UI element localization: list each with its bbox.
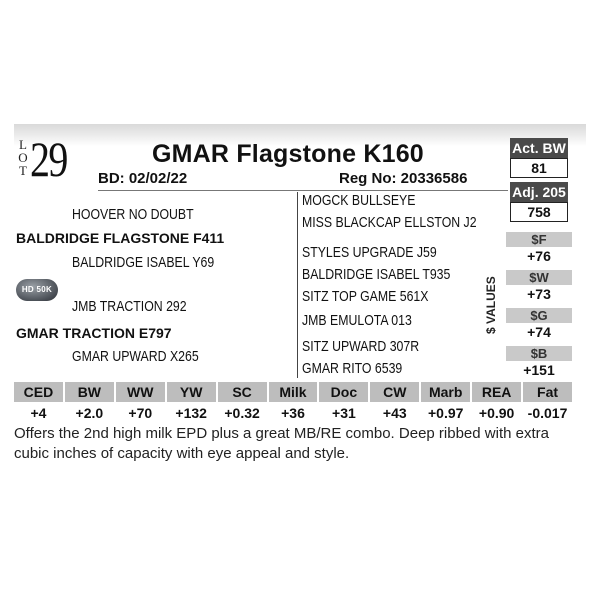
lot-label-letter: T xyxy=(19,163,27,178)
epd-value: +43 xyxy=(382,405,407,421)
index-value-b: +151 xyxy=(523,362,555,378)
pedigree-dam-dam: GMAR UPWARD X265 xyxy=(72,348,199,365)
lot-number: 29 xyxy=(30,131,67,187)
registration-number xyxy=(339,170,467,187)
epd-header: REA xyxy=(472,382,521,402)
pedigree-sire-dam: BALDRIDGE ISABEL Y69 xyxy=(72,254,215,271)
epd-header: Fat xyxy=(523,382,572,402)
pedigree-right-item: SITZ TOP GAME 561X xyxy=(302,288,429,305)
index-value-g: +74 xyxy=(527,324,551,340)
pedigree-right-item: SITZ UPWARD 307R xyxy=(302,338,420,355)
pedigree-dam: GMAR TRACTION E797 xyxy=(16,325,172,341)
index-label-g: $G xyxy=(506,308,572,323)
index-label-f: $F xyxy=(506,232,572,247)
header-divider xyxy=(98,190,508,191)
epd-header: CW xyxy=(370,382,419,402)
actual-bw-value: 81 xyxy=(510,158,568,178)
epd-header: Doc xyxy=(319,382,368,402)
epd-value: +2.0 xyxy=(75,405,104,421)
epd-header: CED xyxy=(14,382,63,402)
pedigree-right-item: STYLES UPGRADE J59 xyxy=(302,244,437,261)
reg-value: 20336586 xyxy=(400,170,468,187)
pedigree-right-item: GMAR RITO 6539 xyxy=(302,360,403,377)
pedigree-right-item: BALDRIDGE ISABEL T935 xyxy=(302,266,451,283)
lot-description: Offers the 2nd high milk EPD plus a great MB/RE combo. Deep ribbed with extra cubic inches of capacity with eye appeal and style. xyxy=(14,425,549,462)
pedigree-dam-sire: JMB TRACTION 292 xyxy=(72,298,187,315)
epd-header: WW xyxy=(116,382,165,402)
epd-header: SC xyxy=(218,382,267,402)
epd-value: +70 xyxy=(128,405,153,421)
epd-value-row xyxy=(14,403,572,423)
dollar-values-label: $ VALUES xyxy=(484,276,498,334)
genomic-badge: HD 50K xyxy=(16,279,58,301)
epd-value: -0.017 xyxy=(527,405,568,421)
pedigree-sire: BALDRIDGE FLAGSTONE F411 xyxy=(16,230,225,246)
lot-label-letter: O xyxy=(18,150,28,165)
lot-label-letter: L xyxy=(19,137,27,152)
index-label-b: $B xyxy=(506,346,572,361)
epd-header: BW xyxy=(65,382,114,402)
adj-205-value: 758 xyxy=(510,202,568,222)
epd-value: +4 xyxy=(30,405,47,421)
index-value-f: +76 xyxy=(527,248,551,264)
pedigree-right-item: JMB EMULOTA 013 xyxy=(302,312,412,329)
epd-header-row xyxy=(14,382,572,402)
pedigree-sire-sire: HOOVER NO DOUBT xyxy=(72,206,194,223)
epd-value: +0.90 xyxy=(478,405,515,421)
actual-bw-label: Act. BW xyxy=(510,138,568,158)
epd-header: Milk xyxy=(269,382,318,402)
index-label-w: $W xyxy=(506,270,572,285)
reg-label: Reg No: xyxy=(339,170,397,187)
animal-name: GMAR Flagstone K160 xyxy=(152,140,424,168)
epd-header: YW xyxy=(167,382,216,402)
epd-value: +36 xyxy=(281,405,305,421)
epd-value: +0.32 xyxy=(224,405,260,421)
index-value-w: +73 xyxy=(527,286,551,302)
adj-205-label: Adj. 205 xyxy=(510,182,568,202)
lot-label xyxy=(16,138,30,177)
pedigree-right-item: MOGCK BULLSEYE xyxy=(302,192,416,209)
pedigree-right-item: MISS BLACKCAP ELLSTON J2 xyxy=(302,214,477,231)
birth-date: BD: 02/02/22 xyxy=(98,170,188,187)
pedigree-divider xyxy=(297,192,298,378)
epd-header: Marb xyxy=(421,382,470,402)
epd-value: +0.97 xyxy=(427,405,464,421)
epd-value: +132 xyxy=(175,405,207,421)
epd-value: +31 xyxy=(332,405,356,421)
lot-card xyxy=(14,124,586,466)
